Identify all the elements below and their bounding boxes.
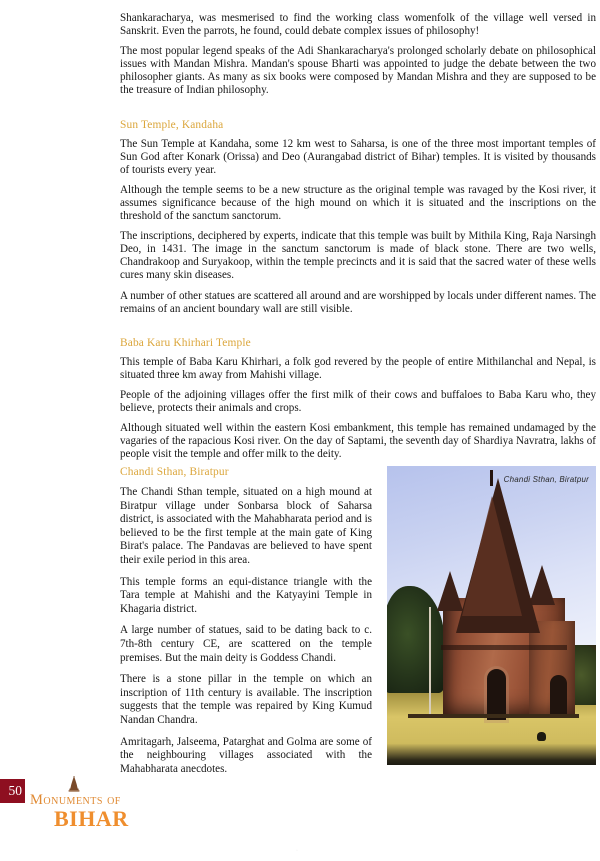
baba-karu-paragraph-2: People of the adjoining villages offer the first milk of their cows and buffaloes to Baba Karu who, they believe, protects their animals and crops. — [120, 388, 596, 414]
section-spacer — [120, 323, 596, 328]
photo-foreground-animal — [537, 732, 546, 741]
bottom-folio-mark: · — [296, 848, 298, 854]
main-text-column — [120, 12, 596, 468]
book-brand-logo — [30, 776, 140, 834]
chandi-sthan-paragraph-1: The Chandi Sthan temple, situated on a high mound at Biratpur village under Sonbarsa block of Saharsa district, is associated with the Mahabharata period and is believed to be the first temple at the main gate of King Birat's palace. The Pandavas are believed to have spent their exile period in this area. — [120, 486, 372, 566]
section-spacer — [120, 105, 596, 110]
baba-karu-paragraph-1: This temple of Baba Karu Khirhari, a folk god revered by the people of entire Mithilanchal and Nepal, is situated three km away from Mahishi village. — [120, 355, 596, 381]
section-heading-chandi-sthan: Chandi Sthan, Biratpur — [120, 466, 229, 478]
photo-temple-cornice — [441, 645, 566, 650]
section-heading-baba-karu: Baba Karu Khirhari Temple — [120, 336, 251, 349]
photo-caption: Chandi Sthan, Biratpur — [503, 475, 589, 484]
temple-spire-icon — [66, 776, 82, 793]
brand-text-monuments-of: Monuments of — [30, 792, 121, 808]
page-number-badge: 50 — [0, 779, 25, 803]
sun-temple-paragraph-2: Although the temple seems to be a new structure as the original temple was ravaged by the Kosi river, it assumes significance because of the high mound on which it is situated and the inscriptions on the threshold of the sanctum sanctorum. — [120, 183, 596, 223]
sun-temple-paragraph-1: The Sun Temple at Kandaha, some 12 km west to Saharsa, is one of the three most important temples of Sun God after Konark (Orissa) and Deo (Aurangabad district of Bihar) temples. It is visited by thousands of tourists every year. — [120, 137, 596, 176]
sun-temple-paragraph-4: A number of other statues are scattered all around and are worshipped by locals under different names. The remains of an ancient boundary wall are still visible. — [120, 289, 596, 315]
photo-pole — [429, 607, 431, 718]
photo-temple-shikhara-face — [462, 496, 522, 616]
photo-temple-side-arch — [550, 675, 567, 717]
sun-temple-paragraph-3: The inscriptions, deciphered by experts, indicate that this temple was built by Mithila King, Raja Narsingh Deo, in 1431. The image in the sanctum sanctorum is made of black stone. There are two wells, Chandrakoop and Suryakoop, within the temple precincts and it is said that the sacred water of these wells cures many skin diseases. — [120, 230, 596, 282]
intro-paragraph-1: Shankaracharya, was mesmerised to find the working class womenfolk of the village well versed in Sanskrit. Even the parrots, he found, could debate complex issues of philosophy! — [120, 12, 596, 38]
chandi-sthan-paragraph-4: There is a stone pillar in the temple on which an inscription of 11th century is available. The inscription suggests that the temple was repaired by King Kumud Nandan Chandra. — [120, 673, 372, 726]
photo-temple-doorway — [487, 669, 506, 720]
photo-image — [387, 466, 596, 765]
intro-paragraph-2: The most popular legend speaks of the Adi Shankaracharya's prolonged scholarly debate on philosophical issues with Mandan Mishra. Mandan's spouse Bharti was appointed to judge the debate between the two philosopher giants. As many as six books were composed by Mandan Mishra and they are supposed to be the treasure of Indian philosophy. — [120, 45, 596, 97]
chandi-sthan-paragraph-2: This temple forms an equi-distance triangle with the Tara temple at Mahishi and the Katyayini Temple in Khagaria district. — [120, 575, 372, 615]
chandi-sthan-text-column — [120, 466, 372, 784]
brand-text-bihar: BIHAR — [54, 806, 129, 831]
section-heading-sun-temple: Sun Temple, Kandaha — [120, 118, 224, 131]
temple-photograph — [387, 466, 596, 765]
photo-temple-finial — [490, 470, 493, 486]
page-footer — [0, 779, 200, 839]
baba-karu-paragraph-3: Although situated well within the eastern Kosi embankment, this temple has remained undamaged by the vagaries of the rapacious Kosi river. On the day of Saptami, the seventh day of Shardiya Navratra, lakhs of people visit the temple and offer milk to the deity. — [120, 422, 596, 461]
chandi-sthan-paragraph-3: A large number of statues, said to be dating back to c. 7th-8th century CE, are scattered on the temple premises. But the main deity is Goddess Chandi. — [120, 624, 372, 664]
chandi-sthan-paragraph-5: Amritagarh, Jalseema, Patarghat and Golma are some of the neighbouring villages associated with the Mahabharata anecdotes. — [120, 735, 372, 775]
photo-temple-plinth — [408, 714, 579, 718]
